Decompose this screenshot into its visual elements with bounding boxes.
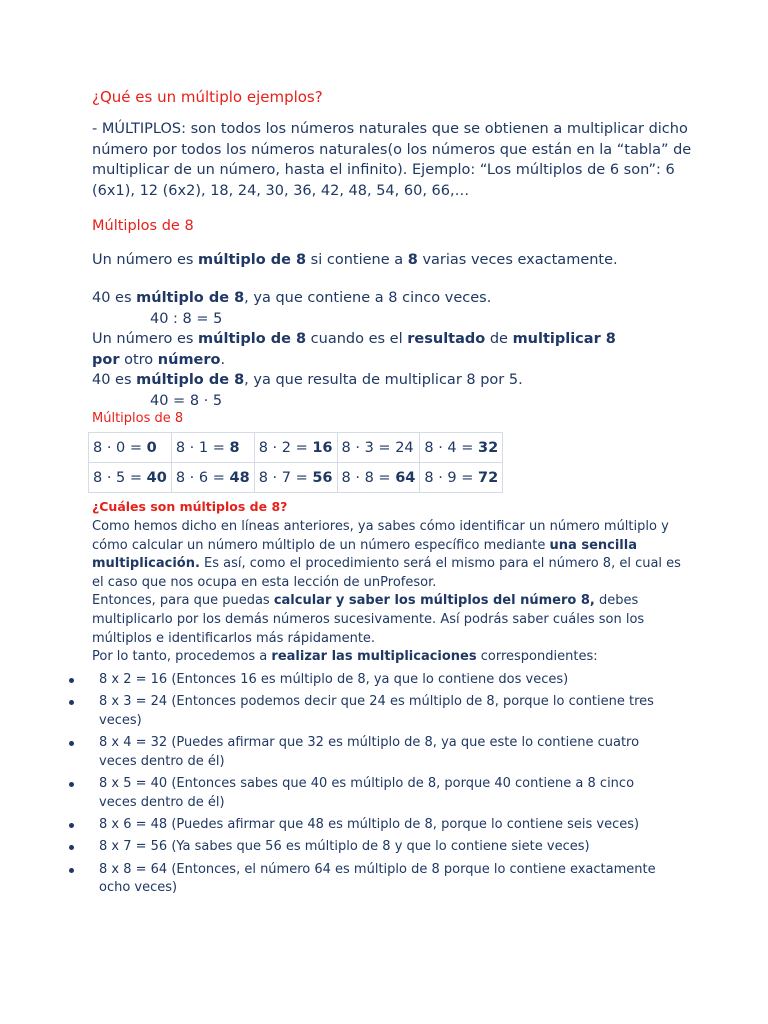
table-title: Múltiplos de 8: [92, 411, 184, 426]
list-item: 8 x 4 = 32 (Puedes afirmar que 32 es múltiplo de 8, ya que este lo contiene cuatro veces dentro de él): [73, 734, 673, 771]
paragraph-1: Como hemos dicho en líneas anteriores, ya sabes cómo identificar un número múltiplo y cómo calcular un número múltiplo de un número específico mediante una sencilla multiplicación. Es así, como el procedimiento será el mismo para el número 8, el cual es el caso que nos ocupa en esta lección de unProfesor.: [92, 519, 681, 590]
list-item: 8 x 6 = 48 (Puedes afirmar que 48 es múltiplo de 8, porque lo contiene seis veces): [73, 816, 673, 835]
table-row: [89, 433, 503, 463]
table-cell: 8 · 3 = 24: [337, 433, 420, 463]
list-item: 8 x 7 = 56 (Ya sabes que 56 es múltiplo de 8 y que lo contiene siete veces): [73, 838, 673, 857]
list-item: 8 x 3 = 24 (Entonces podemos decir que 24 es múltiplo de 8, porque lo contiene tres veces): [73, 693, 673, 730]
paragraph-2: Entonces, para que puedas calcular y saber los múltiplos del número 8, debes multiplicarlo por los demás números sucesivamente. Así podrás saber cuáles son los múltiplos e identificarlos más rápidamente.: [92, 593, 645, 646]
table-cell: 8 · 0 = 0: [89, 433, 172, 463]
table-row: [89, 463, 503, 493]
definition-paragraph: - MÚLTIPLOS: son todos los números naturales que se obtienen a multiplicar dicho número por todos los números naturales(o los números que están en la “tabla” de multiplicar de un número, hasta el infinito). Ejemplo: “Los múltiplos de 6 son”: 6 (6x1), 12 (6x2), 18, 24, 30, 36, 42, 48, 54, 60, 66,…: [92, 121, 692, 199]
paragraph-3: Por lo tanto, procedemos a realizar las multiplicaciones correspondientes:: [92, 649, 598, 665]
table-cell: 8 · 9 = 72: [420, 463, 503, 493]
list-item: 8 x 5 = 40 (Entonces sabes que 40 es múltiplo de 8, porque 40 contiene a 8 cinco veces dentro de él): [73, 775, 673, 812]
question-2: ¿Cuáles son múltiplos de 8?: [92, 499, 288, 514]
rule-1: Un número es múltiplo de 8 si contiene a 8 varias veces exactamente.: [92, 252, 618, 268]
section-title: Múltiplos de 8: [92, 218, 194, 234]
example-2: 40 es múltiplo de 8, ya que resulta de multiplicar 8 por 5.: [92, 372, 523, 388]
table-cell: 8 · 1 = 8: [171, 433, 254, 463]
list-item: 8 x 8 = 64 (Entonces, el número 64 es múltiplo de 8 porque lo contiene exactamente ocho veces): [73, 861, 673, 898]
example-1-formula: 40 : 8 = 5: [150, 310, 223, 327]
heading-question: ¿Qué es un múltiplo ejemplos?: [92, 88, 323, 106]
table-cell: 8 · 2 = 16: [254, 433, 337, 463]
multiplication-table: [88, 432, 503, 493]
table-cell: 8 · 6 = 48: [171, 463, 254, 493]
example-1: 40 es múltiplo de 8, ya que contiene a 8 cinco veces.: [92, 290, 492, 306]
example-2-formula: 40 = 8 · 5: [150, 392, 223, 409]
document-page: [92, 88, 692, 902]
table-cell: 8 · 8 = 64: [337, 463, 420, 493]
table-cell: 8 · 5 = 40: [89, 463, 172, 493]
table-cell: 8 · 4 = 32: [420, 433, 503, 463]
list-item: 8 x 2 = 16 (Entonces 16 es múltiplo de 8, ya que lo contiene dos veces): [73, 671, 673, 690]
table-cell: 8 · 7 = 56: [254, 463, 337, 493]
multiplication-list: [73, 671, 673, 898]
rule-2: Un número es múltiplo de 8 cuando es el resultado de multiplicar 8 por otro número.: [92, 331, 616, 368]
